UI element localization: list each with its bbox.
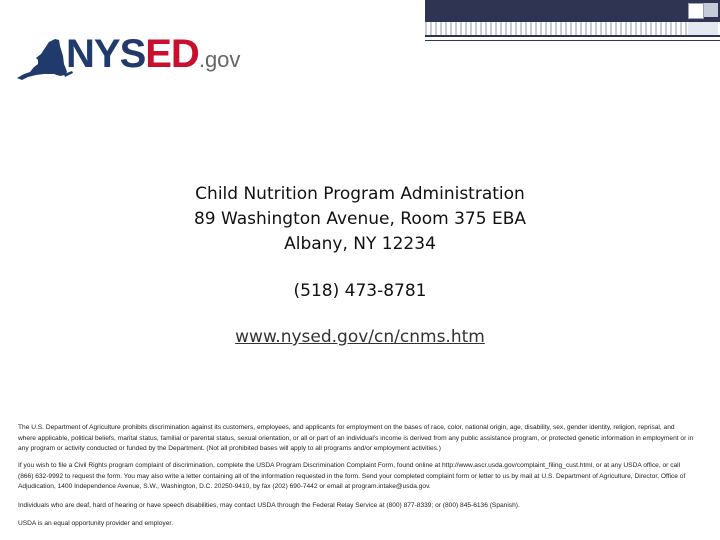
complaint-instructions: If you wish to file a Civil Rights program complaint of discrimination, complete the USDA Program Discrimination Complaint Form, found online at http://www.ascr.usda.gov/complaint_filing_cust.html, or at any USDA office, or call (866) 632-9992 to request the form. You may also write a letter containing all of the information requested in the form. Send your completed complaint form or letter to us by mail at U.S. Department of Agriculture, Director, Office of Adjudication, 1400 Independence Avenue, S.W., Washington, D.C. 20250-9410, by fax (202) 690-7442 or email at program.intake@usda.gov. (18, 462, 686, 490)
relay-service-note: Individuals who are deaf, hard of hearing or have speech disabilities, may contact USDA through the Federal Relay Service at (800) 877-8339; or (800) 845-6136 (Spanish). (18, 502, 520, 509)
header-square-decoration (688, 22, 718, 35)
nondiscrimination-statement: The U.S. Department of Agriculture prohibits discrimination against its customers, employees, and applicants for employment on the bases of race, color, national origin, age, disability, sex, gender identity, religion, reprisal, and where applicable, political beliefs, marital status, familial or parental status, sexual orientation, or all or part of an individual's income is derived from any public assistance program, or protected genetic information in employment or in any program or activity conducted or funded by the Department. (Not all prohibited bases will apply to all programs and/or employment activities.) (18, 424, 694, 452)
header-divider-thin (425, 40, 720, 41)
logo-text-gov: .gov (198, 47, 241, 72)
website-link[interactable]: www.nysed.gov/cn/cnms.htm (235, 327, 485, 347)
website-link-container (0, 327, 720, 347)
header-square-decoration (688, 3, 704, 19)
phone-number: (518) 473-8781 (293, 281, 427, 301)
nysed-logo (14, 34, 244, 86)
header-divider (425, 35, 720, 37)
header-stripes (425, 22, 720, 35)
address-line-1: Child Nutrition Program Administration (195, 184, 525, 204)
equal-opportunity-note: USDA is an equal opportunity provider and employer. (18, 520, 174, 527)
new-york-state-map-icon (14, 34, 74, 84)
address-block (0, 182, 720, 257)
logo-text-ed: ED (145, 32, 199, 76)
logo-text-nys: NYS (66, 32, 146, 76)
address-line-3: Albany, NY 12234 (284, 234, 436, 254)
logo-wordmark (66, 32, 240, 77)
address-line-2: 89 Washington Avenue, Room 375 EBA (193, 209, 526, 229)
header-square-decoration (704, 3, 718, 17)
header-band (425, 0, 720, 22)
